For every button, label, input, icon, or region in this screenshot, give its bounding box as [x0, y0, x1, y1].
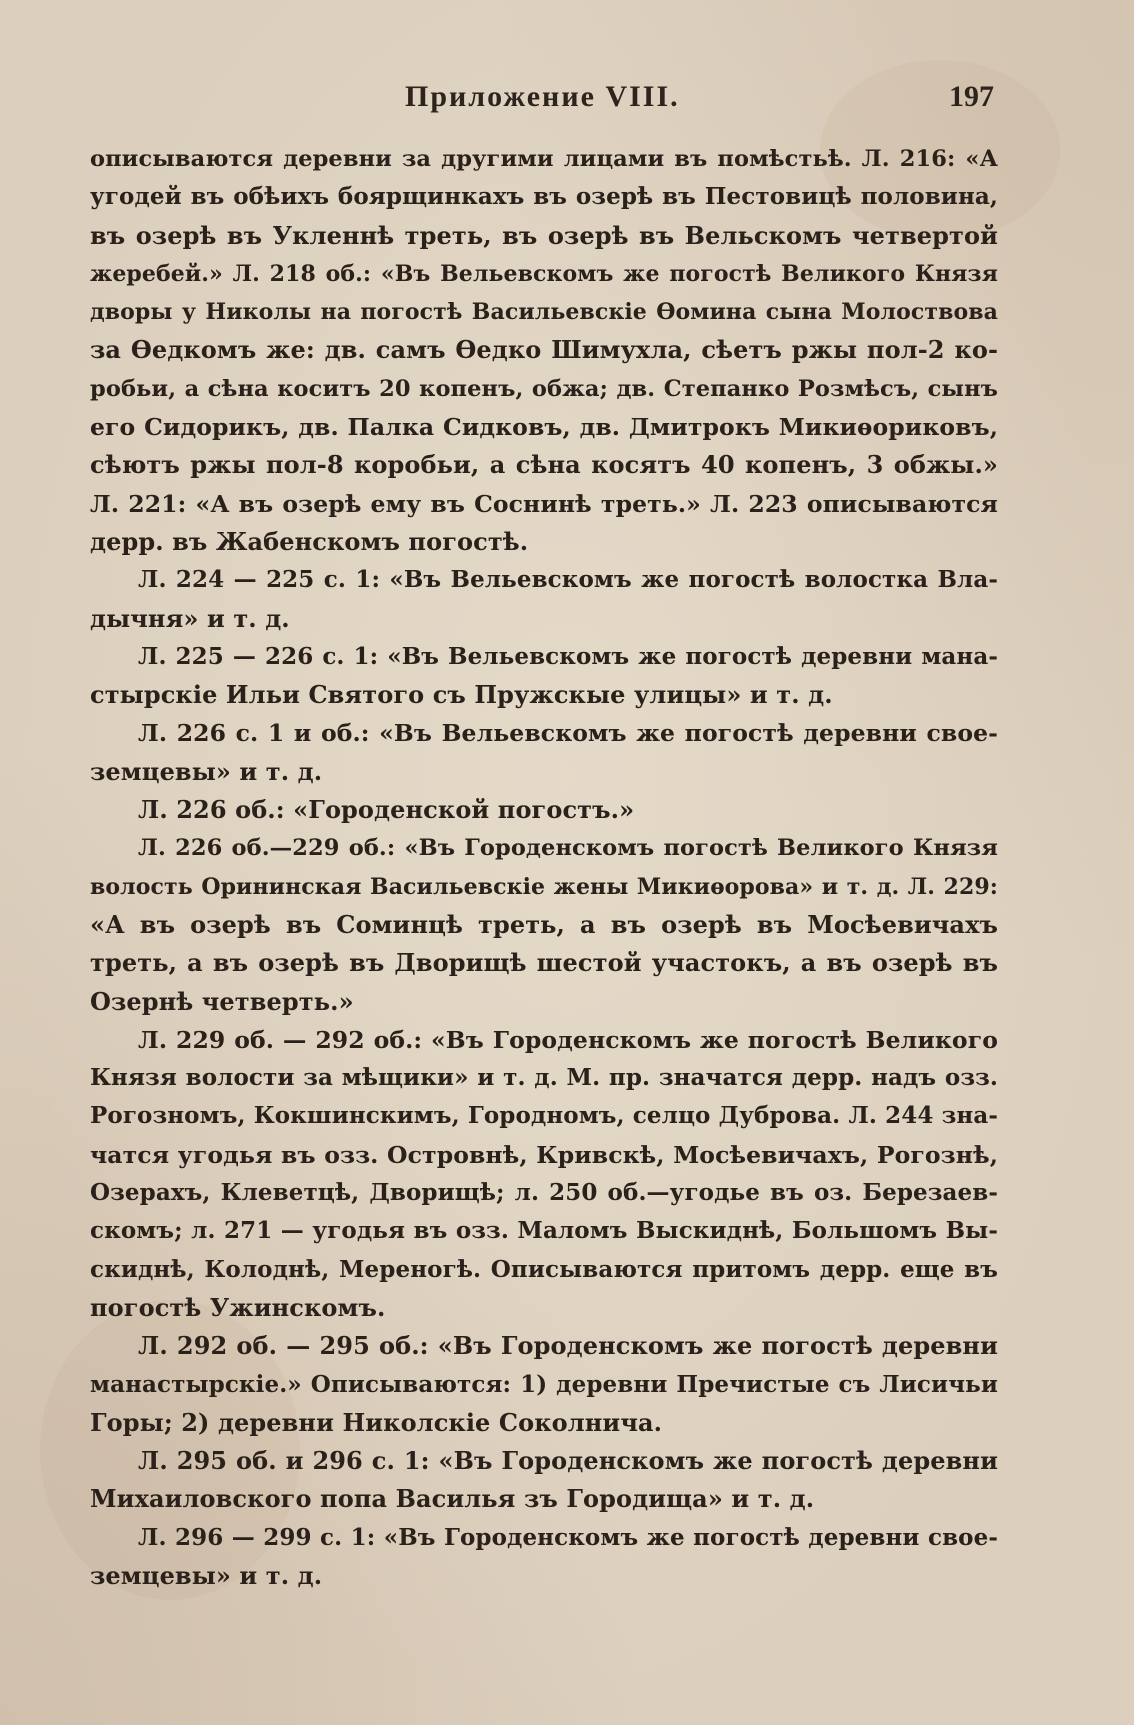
- text-line: угодей въ обѣихъ боярщинкахъ въ озерѣ въ Пестовицѣ половина,: [90, 183, 998, 211]
- paragraph-line: Л. 226 об.—229 об.: «Въ Городенскомъ погостѣ Великого Князя: [138, 835, 998, 862]
- page-number: 197: [949, 80, 994, 113]
- text-line: сѣютъ ржы пол-8 коробьи, а сѣна косятъ 40 копенъ, 3 обжы.»: [90, 450, 998, 480]
- text-line: погостѣ Ужинскомъ.: [90, 1292, 386, 1322]
- text-line: земцевы» и т. д.: [90, 1560, 323, 1590]
- text-line: описываются деревни за другими лицами въ помѣстьѣ. Л. 216: «А: [90, 146, 998, 172]
- text-line: волость Орининская Васильевскіе жены Микиѳорова» и т. д. Л. 229:: [90, 873, 998, 900]
- text-line: въ озерѣ въ Укленнѣ треть, въ озерѣ въ Вельскомъ четвертой: [90, 220, 998, 250]
- text-line: Рогозномъ, Кокшинскимъ, Городномъ, селцо Дуброва. Л. 244 зна-: [90, 1102, 998, 1130]
- text-line: Л. 221: «А въ озерѣ ему въ Соснинѣ треть.» Л. 223 описываются: [90, 489, 998, 518]
- paragraph-line: Л. 292 об. — 295 об.: «Въ Городенскомъ же погостѣ деревни: [138, 1331, 998, 1361]
- text-line: дворы у Николы на погостѣ Васильевскіе Ѳомина сына Молоствова: [90, 299, 998, 326]
- text-line: скиднѣ, Колоднѣ, Мереногѣ. Описываются притомъ дерр. еще въ: [90, 1255, 998, 1283]
- text-line: Горы; 2) деревни Николскіе Соколнича.: [90, 1407, 663, 1437]
- page-header: [0, 80, 1134, 120]
- text-line: его Сидорикъ, дв. Палка Сидковъ, дв. Дмитрокъ Микиѳориковъ,: [90, 413, 998, 442]
- paragraph-line: Л. 225 — 226 с. 1: «Въ Вельевскомъ же погостѣ деревни мана-: [138, 642, 998, 670]
- text-line: манастырскіе.» Описываются: 1) деревни Пречистые съ Лисичьи: [90, 1370, 998, 1398]
- text-line: Михаиловского попа Василья зъ Городища» и т. д.: [90, 1484, 815, 1514]
- text-line: дерр. въ Жабенскомъ погостѣ.: [90, 526, 529, 556]
- text-line: треть, а въ озерѣ въ Дворищѣ шестой участокъ, а въ озерѣ въ: [90, 948, 998, 978]
- text-line: земцевы» и т. д.: [90, 756, 323, 786]
- text-line: чатся угодья въ озз. Островнѣ, Кривскѣ, Мосѣевичахъ, Рогознѣ,: [90, 1140, 998, 1169]
- text-line: робьи, а сѣна коситъ 20 копенъ, обжа; дв. Степанко Розмѣсъ, сынъ: [90, 375, 998, 402]
- text-line: скомъ; л. 271 — угодья въ озз. Маломъ Выскиднѣ, Большомъ Вы-: [90, 1217, 998, 1245]
- section-heading-line: Л. 226 об.: «Городенской погостъ.»: [138, 795, 635, 825]
- text-line: «А въ озерѣ въ Соминцѣ треть, а въ озерѣ въ Мосѣевичахъ: [90, 909, 998, 939]
- text-line: Озерахъ, Клеветцѣ, Дворищѣ; л. 250 об.—угодье въ оз. Березаев-: [90, 1179, 998, 1207]
- paragraph-line: Л. 229 об. — 292 об.: «Въ Городенскомъ же погостѣ Великого: [138, 1025, 998, 1054]
- body-text: [90, 140, 998, 1595]
- paragraph-line: Л. 224 — 225 с. 1: «Въ Вельевскомъ же погостѣ волостка Вла-: [138, 566, 998, 594]
- paragraph-line: Л. 226 с. 1 и об.: «Въ Вельевскомъ же погостѣ деревни свое-: [138, 719, 998, 748]
- text-line: за Ѳедкомъ же: дв. самъ Ѳедко Шимухла, сѣетъ ржы пол-2 ко-: [90, 335, 998, 365]
- text-line: жеребей.» Л. 218 об.: «Въ Вельевскомъ же погостѣ Великого Князя: [90, 260, 998, 287]
- paragraph-line: Л. 295 об. и 296 с. 1: «Въ Городенскомъ же погостѣ деревни: [138, 1446, 998, 1476]
- text-line: стырскіе Ильи Святого съ Пружскые улицы» и т. д.: [90, 680, 833, 710]
- text-line: Озернѣ четверть.»: [90, 986, 354, 1016]
- paragraph-line: Л. 296 — 299 с. 1: «Въ Городенскомъ же погостѣ деревни свое-: [138, 1523, 998, 1551]
- text-line: Князя волости за мѣщики» и т. д. М. пр. значатся дерр. надъ озз.: [90, 1064, 998, 1092]
- text-line: дычня» и т. д.: [90, 603, 290, 633]
- running-title: Приложение VIII.: [405, 80, 680, 113]
